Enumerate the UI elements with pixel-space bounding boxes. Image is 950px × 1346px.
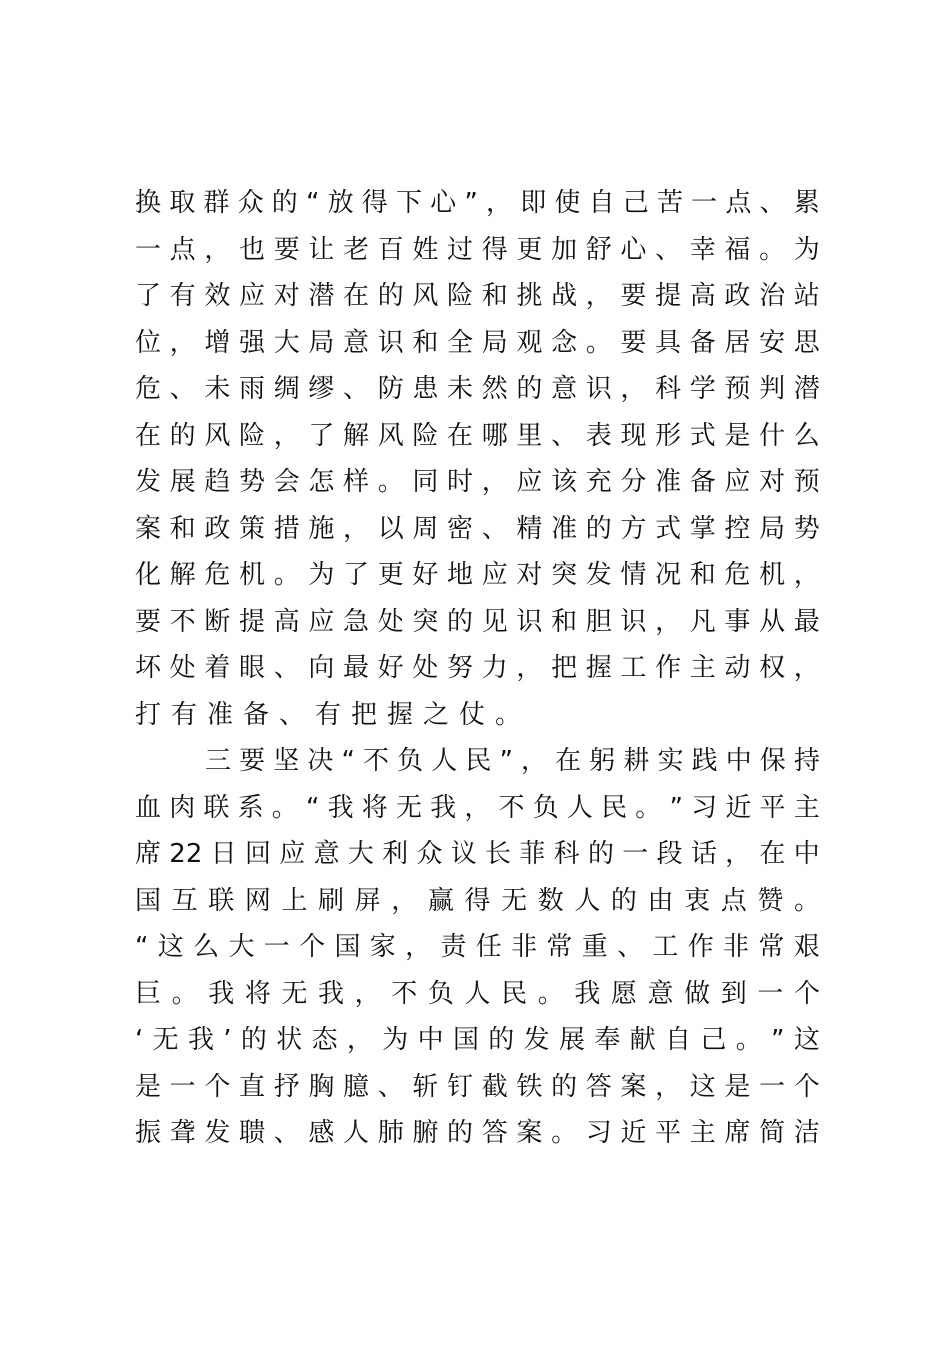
text-line: 巨 。 我 将 无 我 ， 不 负 人 民 。 我 愿 意 做 到 一 个 [135,978,820,1009]
text-line: 换 取 群 众 的 “ 放 得 下 心 ” ， 即 使 自 己 苦 一 点 、 累 [135,188,820,218]
text-line: 在 的 风 险 ， 了 解 风 险 在 哪 里 、 表 现 形 式 是 什 么 [135,420,820,451]
text-line: 位 ， 增 强 大 局 意 识 和 全 局 观 念 。 要 具 备 居 安 思 [135,327,820,358]
text-line: 国 互 联 网 上 刷 屏 ， 赢 得 无 数 人 的 由 衷 点 赞 。 [135,885,820,916]
text-line: ‘ 无 我 ’ 的 状 态 ， 为 中 国 的 发 展 奉 献 自 己 。 ” 这 [135,1025,820,1055]
text-line-paragraph-end: 打有准备、有把握之仗。 [135,699,532,730]
text-line: “ 这 么 大 一 个 国 家 ， 责 任 非 常 重 、 工 作 非 常 艰 [135,932,820,962]
text-line: 案 和 政 策 措 施 ， 以 周 密 、 精 准 的 方 式 掌 控 局 势 [135,513,820,544]
text-line: 了 有 效 应 对 潜 在 的 风 险 和 挑 战 ， 要 提 高 政 治 站 [135,281,820,311]
text-line: 是 一 个 直 抒 胸 臆 、 斩 钉 截 铁 的 答 案 ， 这 是 一 个 [135,1071,820,1102]
text-line: 一 点 ， 也 要 让 老 百 姓 过 得 更 加 舒 心 、 幸 福 。 为 [135,234,820,265]
text-line-paragraph-start: 三 要 坚 决 “ 不 负 人 民 ” ， 在 躬 耕 实 践 中 保 持 [205,746,820,776]
document-body [135,180,820,1157]
text-line: 血 肉 联 系 。 “ 我 将 无 我 ， 不 负 人 民 。 ” 习 近 平 主 [135,792,820,823]
text-line: 坏 处 着 眼 、 向 最 好 处 努 力 ， 把 握 工 作 主 动 权 ， [135,653,820,683]
text-line: 振 聋 发 聩 、 感 人 肺 腑 的 答 案 。 习 近 平 主 席 简 洁 [135,1118,820,1148]
text-line: 发 展 趋 势 会 怎 样 。 同 时 ， 应 该 充 分 准 备 应 对 预 [135,467,820,497]
text-line: 要 不 断 提 高 应 急 处 突 的 见 识 和 胆 识 ， 凡 事 从 最 [135,606,820,637]
text-line: 危 、 未 雨 绸 缪 、 防 患 未 然 的 意 识 ， 科 学 预 判 潜 [135,374,820,404]
text-line: 化 解 危 机 。 为 了 更 好 地 应 对 突 发 情 况 和 危 机 ， [135,560,820,590]
text-line: 席 22 日 回 应 意 大 利 众 议 长 菲 科 的 一 段 话 ， 在 中 [135,839,820,869]
